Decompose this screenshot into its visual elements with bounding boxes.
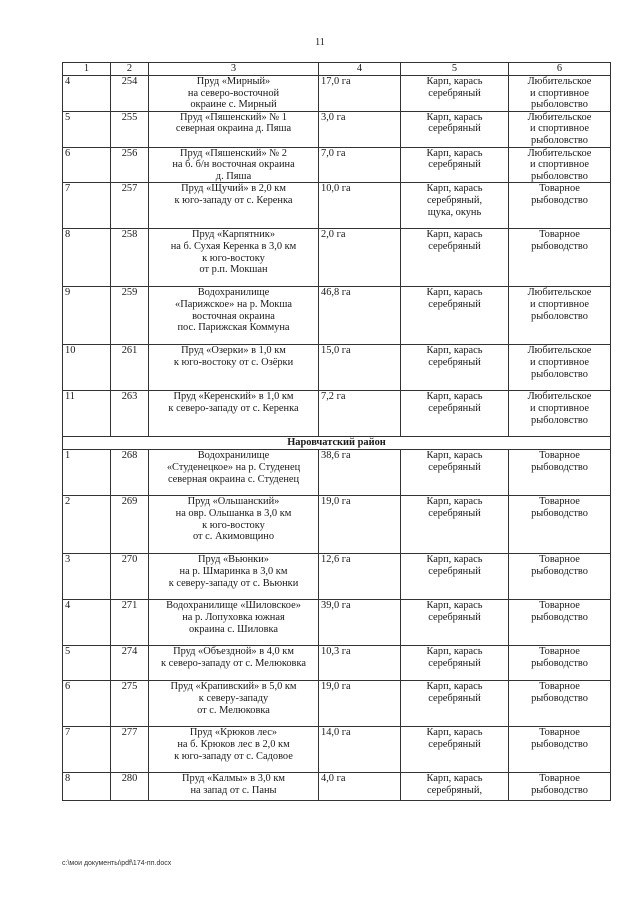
water-body-name-line: к юго-востоку <box>202 252 265 264</box>
table-row <box>63 681 611 727</box>
fish-species <box>401 345 509 391</box>
water-body-name-line: северная окраина д. Пяша <box>175 123 292 135</box>
row-number: 7 <box>63 727 111 773</box>
table-row <box>63 147 611 183</box>
table-row <box>63 345 611 391</box>
district-title: Наровчатский район <box>63 437 611 450</box>
water-body-name <box>149 147 319 183</box>
usage-type-line: Товарное <box>539 554 580 566</box>
water-body-name-line: Пруд «Пяшенский» № 2 <box>180 147 287 159</box>
water-area: 2,0 га <box>319 229 401 287</box>
column-number-cell: 2 <box>111 63 149 76</box>
usage-type-line: рыбоводство <box>531 565 588 577</box>
usage-type-line: и спортивное <box>529 159 590 171</box>
water-body-name <box>149 287 319 345</box>
table-row <box>63 646 611 681</box>
usage-type <box>509 345 611 391</box>
water-body-name <box>149 600 319 646</box>
water-body-name-line: от с. Акимовщино <box>192 531 275 543</box>
usage-type-line: Товарное <box>539 183 580 195</box>
water-body-name-line: на б. б/н восточная окраина <box>172 159 295 171</box>
usage-type <box>509 391 611 437</box>
fish-species-line: серебряный, <box>426 784 483 796</box>
row-number: 6 <box>63 681 111 727</box>
fish-species-line: Карп, карась <box>426 111 483 123</box>
water-body-name-line: к юго-западу от с. Садовое <box>174 750 293 762</box>
water-body-name-line: окраина с. Шиловка <box>188 623 279 635</box>
column-number-cell: 4 <box>319 63 401 76</box>
water-body-name <box>149 391 319 437</box>
water-body-name-line: Пруд «Крюков лес» <box>189 727 278 739</box>
object-code: 259 <box>111 287 149 345</box>
water-area: 10,3 га <box>319 646 401 681</box>
district-section-row <box>63 437 611 450</box>
row-number: 5 <box>63 111 111 147</box>
fish-species-line: Карп, карась <box>426 773 483 785</box>
water-area: 10,0 га <box>319 183 401 229</box>
fish-species <box>401 287 509 345</box>
water-body-name <box>149 681 319 727</box>
water-body-name-line: Водохранилище <box>197 287 270 299</box>
object-code: 263 <box>111 391 149 437</box>
water-body-name-line: на р. Шмаринка в 3,0 км <box>179 565 288 577</box>
table-row <box>63 496 611 554</box>
usage-type-line: рыбоводство <box>531 611 588 623</box>
water-body-name-line: к юго-востоку от с. Озёрки <box>173 356 294 368</box>
water-body-name-line: Пруд «Ольшанский» <box>187 496 280 508</box>
water-body-name-line: Пруд «Озерки» в 1,0 км <box>181 345 286 357</box>
fish-species-line: Карп, карась <box>426 345 483 357</box>
water-body-name <box>149 727 319 773</box>
usage-type <box>509 496 611 554</box>
fish-species-line: Карп, карась <box>426 287 483 299</box>
column-number-cell: 6 <box>509 63 611 76</box>
object-code: 270 <box>111 554 149 600</box>
water-body-name <box>149 646 319 681</box>
usage-type <box>509 183 611 229</box>
fish-species-line: Карп, карась <box>426 600 483 612</box>
fish-species-line: Карп, карась <box>426 450 483 462</box>
water-body-name <box>149 183 319 229</box>
usage-type-line: рыбоводство <box>531 507 588 519</box>
water-body-name <box>149 554 319 600</box>
usage-type <box>509 773 611 801</box>
water-area: 14,0 га <box>319 727 401 773</box>
water-body-name <box>149 229 319 287</box>
usage-type <box>509 727 611 773</box>
usage-type-line: рыболовство <box>531 414 588 426</box>
water-body-name-line: на запад от с. Паны <box>190 784 277 796</box>
water-body-name-line: Пруд «Керенский» в 1,0 км <box>173 391 294 403</box>
usage-type <box>509 111 611 147</box>
column-number-cell: 3 <box>149 63 319 76</box>
object-code: 269 <box>111 496 149 554</box>
usage-type <box>509 554 611 600</box>
row-number: 4 <box>63 76 111 112</box>
fish-species-line: Карп, карась <box>426 391 483 403</box>
object-code: 275 <box>111 681 149 727</box>
water-body-name <box>149 345 319 391</box>
usage-type-line: рыболовство <box>531 99 588 111</box>
fish-species-line: Карп, карась <box>426 183 483 195</box>
object-code: 258 <box>111 229 149 287</box>
row-number: 11 <box>63 391 111 437</box>
object-code: 256 <box>111 147 149 183</box>
usage-type <box>509 646 611 681</box>
document-file-path: c:\мои документы\pdf\174-пп.docx <box>62 860 172 867</box>
water-body-name-line: на р. Лопуховка южная <box>182 611 285 623</box>
water-body-name-line: Водохранилище «Шиловское» <box>166 600 301 612</box>
row-number: 10 <box>63 345 111 391</box>
fish-species <box>401 450 509 496</box>
usage-type-line: Любительское <box>527 391 592 403</box>
water-body-name-line: Пруд «Щучий» в 2,0 км <box>181 183 286 195</box>
row-number: 8 <box>63 229 111 287</box>
table-row <box>63 773 611 801</box>
water-area: 7,2 га <box>319 391 401 437</box>
fish-species <box>401 391 509 437</box>
fish-species <box>401 147 509 183</box>
row-number: 6 <box>63 147 111 183</box>
usage-type-line: и спортивное <box>529 298 590 310</box>
water-body-name-line: Пруд «Вьюнки» <box>198 554 269 566</box>
usage-type-line: рыбоводство <box>531 240 588 252</box>
fish-species-line: Карп, карась <box>426 681 483 693</box>
table-row <box>63 391 611 437</box>
water-body-name-line: Пруд «Карпятник» <box>191 229 276 241</box>
usage-type-line: Товарное <box>539 646 580 658</box>
object-code: 274 <box>111 646 149 681</box>
fish-species-line: серебряный <box>428 298 481 310</box>
table-row <box>63 450 611 496</box>
water-body-name-line: Пруд «Объездной» в 4,0 км <box>173 646 294 658</box>
object-code: 277 <box>111 727 149 773</box>
water-body-name-line: от с. Мелюковка <box>197 704 270 716</box>
row-number: 9 <box>63 287 111 345</box>
water-body-name-line: северная окраина с. Студенец <box>167 473 300 485</box>
fish-species-line: серебряный <box>428 565 481 577</box>
fish-species-line: Карп, карась <box>426 147 483 159</box>
water-body-name-line: Водохранилище <box>197 450 270 462</box>
usage-type-line: и спортивное <box>529 87 590 99</box>
usage-type <box>509 681 611 727</box>
fish-species <box>401 76 509 112</box>
fish-species <box>401 554 509 600</box>
table-row <box>63 229 611 287</box>
object-code: 261 <box>111 345 149 391</box>
object-code: 280 <box>111 773 149 801</box>
usage-type-line: рыбоводство <box>531 784 588 796</box>
water-body-name-line: к северо-западу от с. Керенка <box>168 402 299 414</box>
usage-type-line: и спортивное <box>529 123 590 135</box>
fish-species-line: серебряный <box>428 123 481 135</box>
fish-species <box>401 111 509 147</box>
column-number-row <box>63 63 611 76</box>
fish-species-line: серебряный <box>428 87 481 99</box>
usage-type-line: рыболовство <box>531 368 588 380</box>
fish-species <box>401 646 509 681</box>
usage-type-line: Любительское <box>527 287 592 299</box>
fish-species <box>401 773 509 801</box>
usage-type-line: Товарное <box>539 773 580 785</box>
fish-species-line: серебряный <box>428 356 481 368</box>
fish-species <box>401 229 509 287</box>
water-area: 12,6 га <box>319 554 401 600</box>
fish-species <box>401 681 509 727</box>
row-number: 7 <box>63 183 111 229</box>
water-area: 19,0 га <box>319 496 401 554</box>
table-row <box>63 554 611 600</box>
water-area: 7,0 га <box>319 147 401 183</box>
water-body-name-line: на б. Крюков лес в 2,0 км <box>177 738 290 750</box>
fish-species-line: серебряный <box>428 402 481 414</box>
water-bodies-table <box>62 62 611 801</box>
water-area: 46,8 га <box>319 287 401 345</box>
table-row <box>63 600 611 646</box>
usage-type-line: рыболовство <box>531 170 588 182</box>
table-row <box>63 76 611 112</box>
row-number: 3 <box>63 554 111 600</box>
object-code: 268 <box>111 450 149 496</box>
water-area: 4,0 га <box>319 773 401 801</box>
fish-species-line: Карп, карась <box>426 727 483 739</box>
water-body-name <box>149 773 319 801</box>
water-area: 3,0 га <box>319 111 401 147</box>
table-row <box>63 111 611 147</box>
usage-type-line: Товарное <box>539 681 580 693</box>
usage-type-line: Любительское <box>527 111 592 123</box>
water-body-name-line: Пруд «Крапивский» в 5,0 км <box>170 681 297 693</box>
usage-type <box>509 229 611 287</box>
water-body-name-line: пос. Парижская Коммуна <box>177 322 290 334</box>
water-body-name-line: д. Пяша <box>215 170 252 182</box>
water-area: 15,0 га <box>319 345 401 391</box>
fish-species-line: серебряный <box>428 507 481 519</box>
fish-species-line: серебряный <box>428 692 481 704</box>
water-body-name-line: восточная окраина <box>192 310 275 322</box>
fish-species-line: Карп, карась <box>426 229 483 241</box>
usage-type-line: и спортивное <box>529 356 590 368</box>
object-code: 257 <box>111 183 149 229</box>
row-number: 2 <box>63 496 111 554</box>
water-body-name-line: «Парижское» на р. Мокша <box>175 298 292 310</box>
water-body-name-line: к юго-западу от с. Керенка <box>174 194 293 206</box>
water-body-name <box>149 496 319 554</box>
fish-species-line: Карп, карась <box>426 76 483 87</box>
table-row <box>63 183 611 229</box>
usage-type-line: рыболовство <box>531 134 588 146</box>
usage-type-line: рыболовство <box>531 310 588 322</box>
fish-species-line: щука, окунь <box>427 206 482 218</box>
fish-species <box>401 496 509 554</box>
row-number: 1 <box>63 450 111 496</box>
usage-type <box>509 287 611 345</box>
usage-type-line: Товарное <box>539 727 580 739</box>
usage-type-line: и спортивное <box>529 402 590 414</box>
object-code: 254 <box>111 76 149 112</box>
usage-type-line: рыбоводство <box>531 461 588 473</box>
fish-species-line: Карп, карась <box>426 496 483 508</box>
water-body-name-line: Пруд «Мирный» <box>196 76 271 87</box>
fish-species-line: серебряный <box>428 611 481 623</box>
usage-type-line: рыбоводство <box>531 657 588 669</box>
water-body-name-line: от р.п. Мокшан <box>199 264 268 276</box>
water-body-name-line: к северо-западу от с. Мелюковка <box>161 657 306 669</box>
usage-type-line: Любительское <box>527 76 592 87</box>
usage-type <box>509 76 611 112</box>
usage-type-line: Товарное <box>539 600 580 612</box>
fish-species <box>401 727 509 773</box>
usage-type-line: рыбоводство <box>531 738 588 750</box>
fish-species-line: серебряный <box>428 657 481 669</box>
table-row <box>63 287 611 345</box>
fish-species <box>401 600 509 646</box>
water-body-name-line: Пруд «Калмы» в 3,0 км <box>182 773 285 785</box>
fish-species-line: Карп, карась <box>426 646 483 658</box>
object-code: 271 <box>111 600 149 646</box>
object-code: 255 <box>111 111 149 147</box>
fish-species-line: серебряный <box>428 461 481 473</box>
page-number: 11 <box>315 37 325 48</box>
water-area: 39,0 га <box>319 600 401 646</box>
fish-species <box>401 183 509 229</box>
column-number-cell: 5 <box>401 63 509 76</box>
water-body-name-line: окраине с. Мирный <box>190 99 277 111</box>
row-number: 5 <box>63 646 111 681</box>
usage-type-line: Товарное <box>539 496 580 508</box>
fish-species-line: серебряный <box>428 159 481 171</box>
usage-type <box>509 600 611 646</box>
water-area: 19,0 га <box>319 681 401 727</box>
table-row <box>63 727 611 773</box>
usage-type-line: Товарное <box>539 229 580 241</box>
row-number: 4 <box>63 600 111 646</box>
water-body-name-line: к северу-западу <box>198 692 269 704</box>
fish-species-line: Карп, карась <box>426 554 483 566</box>
water-body-name-line: на северо-восточной <box>187 87 280 99</box>
water-body-name-line: на б. Сухая Керенка в 3,0 км <box>170 240 297 252</box>
usage-type-line: рыбоводство <box>531 692 588 704</box>
water-body-name <box>149 111 319 147</box>
water-body-name <box>149 76 319 112</box>
fish-species-line: серебряный <box>428 240 481 252</box>
row-number: 8 <box>63 773 111 801</box>
water-body-name-line: «Студенецкое» на р. Студенец <box>166 461 301 473</box>
water-area: 38,6 га <box>319 450 401 496</box>
usage-type-line: Товарное <box>539 450 580 462</box>
water-body-name-line: к юго-востоку <box>202 519 265 531</box>
water-body-name-line: к северу-западу от с. Вьюнки <box>168 577 299 589</box>
water-area: 17,0 га <box>319 76 401 112</box>
usage-type <box>509 450 611 496</box>
usage-type-line: Любительское <box>527 147 592 159</box>
column-number-cell: 1 <box>63 63 111 76</box>
water-body-name-line: Пруд «Пяшенский» № 1 <box>180 111 287 123</box>
usage-type-line: Любительское <box>527 345 592 357</box>
water-body-name-line: на овр. Ольшанка в 3,0 км <box>175 507 292 519</box>
fish-species-line: серебряный <box>428 738 481 750</box>
fish-species-line: серебряный, <box>426 194 483 206</box>
water-body-name <box>149 450 319 496</box>
usage-type-line: рыбоводство <box>531 194 588 206</box>
usage-type <box>509 147 611 183</box>
